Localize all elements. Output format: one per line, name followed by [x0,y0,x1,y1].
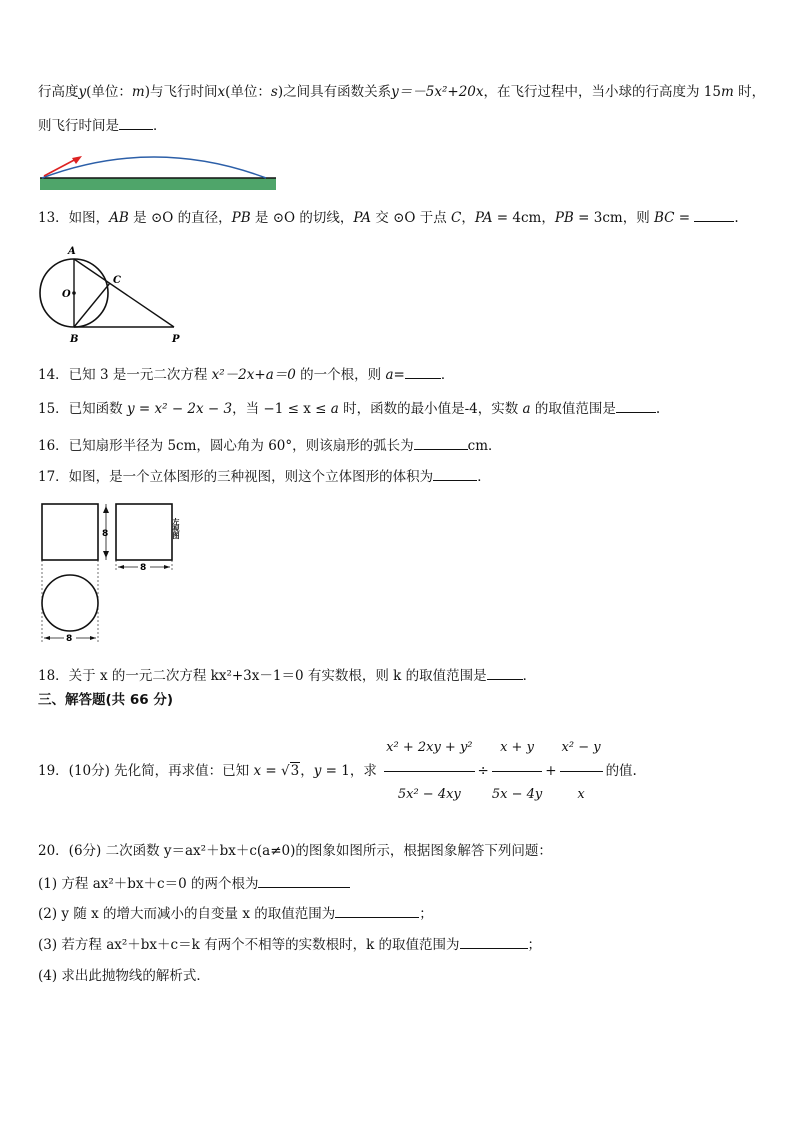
q17-text: 17．如图，是一个立体图形的三种视图，则这个立体图形的体积为 ． [38,466,491,487]
q20-intro: 20．(6分) 二次函数 y＝ax²＋bx＋c(a≠0)的图象如图所示，根据图象解答下列问题： [38,843,552,859]
answer-blank[interactable] [405,364,441,379]
circle-tangent-figure [34,238,194,348]
sqrt-3: √3 [281,763,300,779]
fraction-3: $\frac{\text{x² − y}}{x}$ [560,726,603,817]
top-view [42,575,98,631]
side-view-label: 左视图 [172,518,180,539]
fraction-2: $\frac{x + y}{5x - 4y}$ [492,726,542,817]
answer-blank[interactable] [460,934,528,949]
ground [40,178,276,190]
q14-text: 14．已知 3 是一元二次方程 x²－2x+a＝0 的一个根，则 a= ． [38,364,454,385]
side-view [116,504,172,560]
dim-side-width: 8 [140,563,147,573]
q20-part3: (3) 若方程 ax²＋bx＋c＝k 有两个不相等的实数根时，k 的取值范围为 ； [38,934,541,955]
answer-blank[interactable] [119,115,153,130]
chord-bc [74,283,110,327]
q13-text: 13．如图，AB 是 ⊙O 的直径，PB 是 ⊙O 的切线，PA 交 ⊙O 于点 C，PA = 4cm，PB = 3cm，则 BC = . [38,207,739,228]
q16-text: 16．已知扇形半径为 5cm，圆心角为 60°，则该扇形的弧长为 cm． [38,435,502,456]
three-views-figure [36,500,196,650]
q15-text: 15．已知函数 y = x² − 2x − 3，当 −1 ≤ x ≤ a 时，函数的最小值是-4，实数 a 的取值范围是 . [38,398,660,419]
label-o: O [62,289,71,300]
q20-part1: (1) 方程 ax²＋bx＋c＝0 的两个根为 [38,873,350,894]
dim-height: 8 [102,529,109,539]
answer-blank[interactable] [694,207,734,222]
answer-blank[interactable] [616,398,656,413]
q12-line1: 行高度y(单位：m)与飞行时间x(单位：s)之间具有函数关系y＝－5x²+20x，在飞行过程中，当小球的行高度为 15m 时， [38,84,766,100]
label-a: A [68,246,76,257]
velocity-arrow [44,158,78,176]
section-title: 三、解答题(共 66 分) [38,692,174,708]
q20-part2: (2) y 随 x 的增大而减小的自变量 x 的取值范围为 ； [38,903,433,924]
answer-blank[interactable] [414,435,468,450]
q18-text: 18．关于 x 的一元二次方程 kx²+3x－1＝0 有实数根，则 k 的取值范围是 ． [38,665,536,686]
label-p: P [172,334,180,345]
answer-blank[interactable] [433,466,477,481]
q12-line2: 则飞行时间是 ． [38,115,167,136]
label-b: B [70,334,79,345]
dim-diameter: 8 [66,634,73,644]
q19-text: 19．(10分) 先化简，再求值：已知 x = √3，y = 1，求 $\frac{\text{x² + 2xy + y²}}{\text{5x² − 4xy}}$ ÷ $\frac{x + y}{5x - 4y}$ + $\frac{\text{x² − y}}{x}$ 的值. [38,726,637,770]
secant-ap [74,259,174,327]
answer-blank[interactable] [335,903,419,918]
fraction-1: $\frac{\text{x² + 2xy + y²}}{\text{5x² − 4xy}}$ [384,726,474,817]
answer-blank[interactable] [258,873,350,888]
answer-blank[interactable] [487,665,523,680]
front-view [42,504,98,560]
q20-part4: (4) 求出此抛物线的解析式． [38,968,210,984]
trajectory-figure [38,150,278,192]
label-c: C [113,275,121,286]
